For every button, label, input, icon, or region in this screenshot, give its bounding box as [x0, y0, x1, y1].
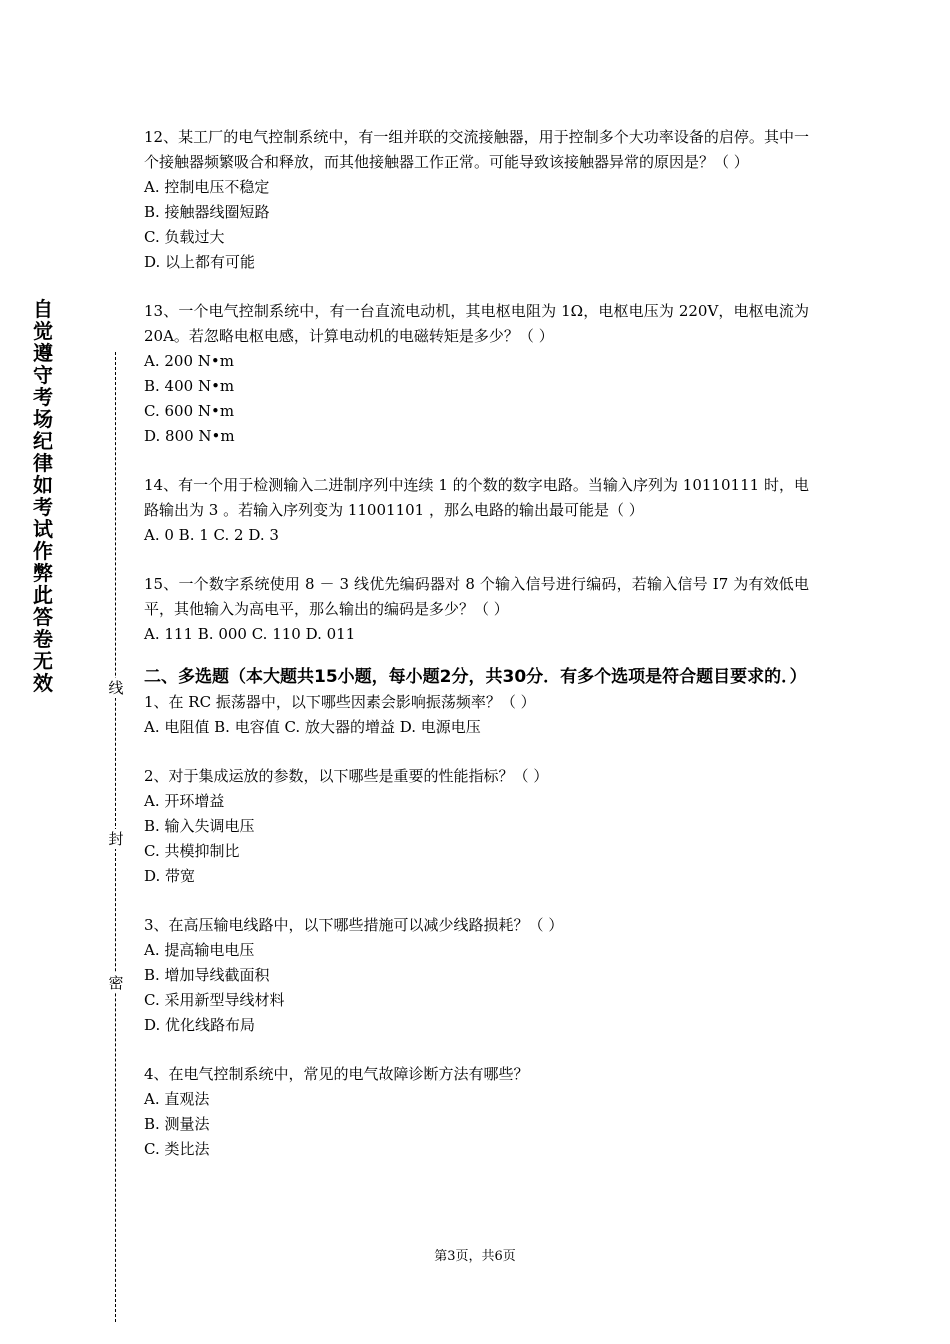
exam-content	[144, 125, 809, 1162]
option-a: A. 直观法	[144, 1090, 210, 1108]
option-c: C. 负载过大	[144, 228, 225, 246]
exam-discipline-notice: 自觉遵守考场纪律如考试作弊此答卷无效	[33, 297, 53, 695]
option-d: D. 以上都有可能	[144, 253, 256, 271]
binding-mark-xian: 线	[108, 679, 124, 697]
option-b: B. 400 N•m	[144, 377, 235, 395]
option-b: B. 测量法	[144, 1115, 210, 1133]
option-d: D. 优化线路布局	[144, 1016, 256, 1034]
section-title-multiple-choice: 二、多选题（本大题共15小题，每小题2分，共30分．有多个选项是符合题目要求的．）	[144, 667, 807, 687]
options-inline: A. 111 B. 000 C. 110 D. 011	[144, 625, 356, 643]
binding-mark-mi: 密	[108, 974, 124, 992]
question-m1	[144, 690, 809, 740]
option-c: C. 类比法	[144, 1140, 210, 1158]
question-text: 2、对于集成运放的参数，以下哪些是重要的性能指标？（ ）	[144, 767, 549, 785]
binding-mark-feng: 封	[108, 830, 124, 848]
question-text: 1、在 RC 振荡器中，以下哪些因素会影响振荡频率？（ ）	[144, 693, 536, 711]
option-b: B. 输入失调电压	[144, 817, 255, 835]
question-m2	[144, 764, 809, 889]
option-b: B. 增加导线截面积	[144, 966, 270, 984]
question-m4	[144, 1062, 809, 1162]
options-inline: A. 电阻值 B. 电容值 C. 放大器的增益 D. 电源电压	[144, 718, 481, 736]
option-a: A. 控制电压不稳定	[144, 178, 270, 196]
question-12	[144, 125, 809, 275]
options-inline: A. 0 B. 1 C. 2 D. 3	[144, 526, 279, 544]
question-text: 14、有一个用于检测输入二进制序列中连续 1 的个数的数字电路。当输入序列为 10110111 时，电路输出为 3 。若输入序列变为 11001101 ，那么电路的输出最可能是（ ）	[144, 476, 809, 519]
question-text: 15、一个数字系统使用 8 － 3 线优先编码器对 8 个输入信号进行编码，若输入信号 I7 为有效低电平，其他输入为高电平，那么输出的编码是多少？（ ）	[144, 575, 809, 618]
question-14	[144, 473, 809, 548]
option-c: C. 采用新型导线材料	[144, 991, 285, 1009]
question-text: 4、在电气控制系统中，常见的电气故障诊断方法有哪些？	[144, 1065, 529, 1083]
option-c: C. 共模抑制比	[144, 842, 240, 860]
option-d: D. 800 N•m	[144, 427, 235, 445]
option-d: D. 带宽	[144, 867, 196, 885]
option-a: A. 200 N•m	[144, 352, 234, 370]
question-text: 13、一个电气控制系统中，有一台直流电动机，其电枢电阻为 1Ω，电枢电压为 220V，电枢电流为 20A。若忽略电枢电感，计算电动机的电磁转矩是多少？（ ）	[144, 302, 809, 345]
question-15	[144, 572, 809, 647]
question-13	[144, 299, 809, 449]
option-a: A. 提高输电电压	[144, 941, 255, 959]
option-b: B. 接触器线圈短路	[144, 203, 270, 221]
question-m3	[144, 913, 809, 1038]
page-footer: 第3页，共6页	[434, 1249, 516, 1264]
option-c: C. 600 N•m	[144, 402, 235, 420]
question-text: 3、在高压输电线路中，以下哪些措施可以减少线路损耗？（ ）	[144, 916, 564, 934]
question-text: 12、某工厂的电气控制系统中，有一组并联的交流接触器，用于控制多个大功率设备的启停。其中一个接触器频繁吸合和释放，而其他接触器工作正常。可能导致该接触器异常的原因是？（ ）	[144, 128, 809, 171]
option-a: A. 开环增益	[144, 792, 225, 810]
